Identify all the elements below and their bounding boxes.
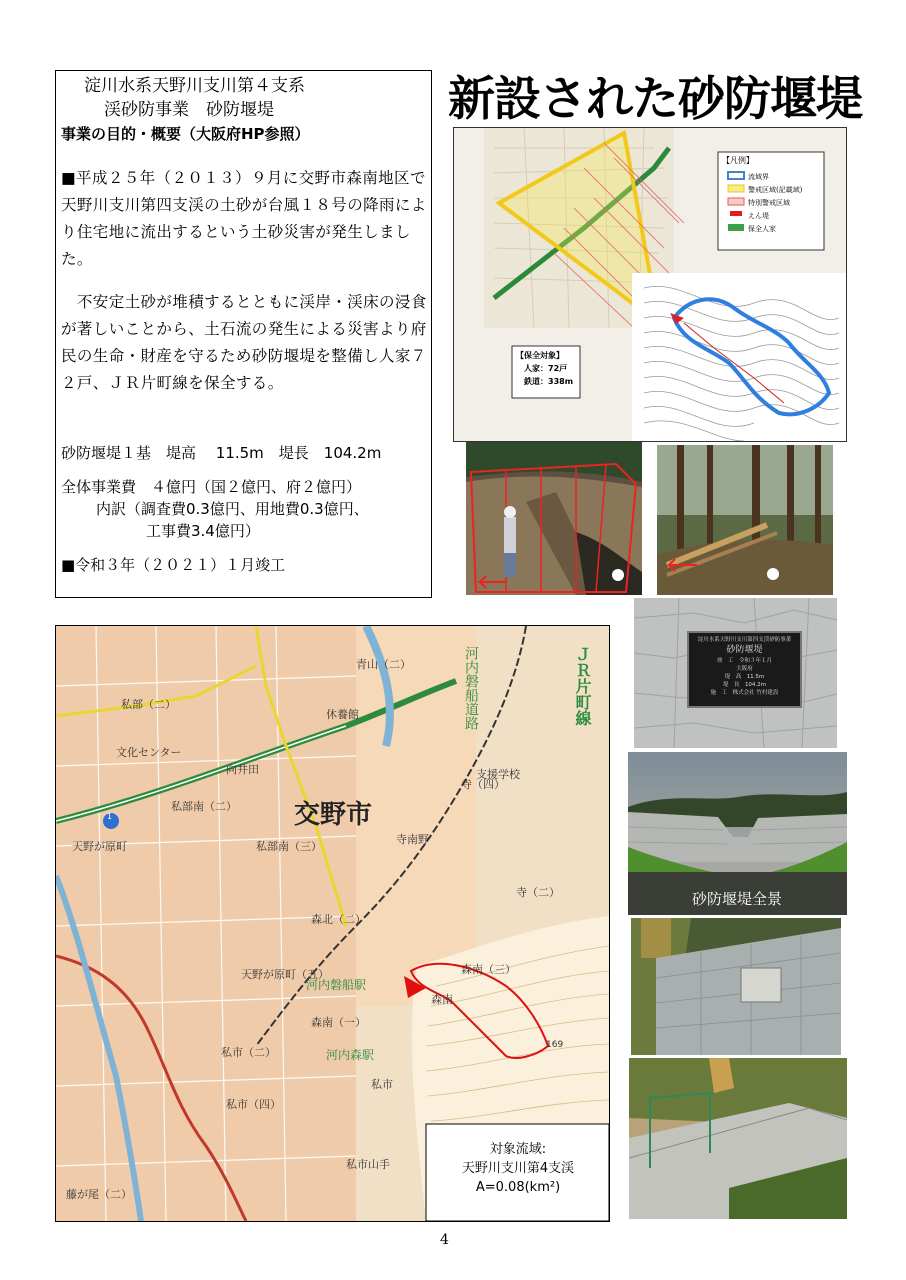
topo-map-label: 藤が尾（二）: [66, 1188, 132, 1201]
photo-dam-nameplate: [634, 598, 837, 748]
nameplate-line: 堤 高 11.5m: [724, 674, 765, 680]
paragraph-purpose: 不安定土砂が堆積するとともに渓岸・渓床の浸食が著しいことから、土石流の発生による災害より府民の生命・財産を守るため砂防堰堤を整備し人家７２戸、ＪＲ片町線を保全する。: [61, 293, 427, 392]
dam-spec: 砂防堰堤１基 堤高 11.5m 堤長 104.2m: [61, 444, 382, 462]
topo-map-label: 私市山手: [346, 1158, 390, 1171]
photo-dam-wall: [631, 918, 841, 1055]
route-number: 1: [107, 812, 113, 821]
topo-map-label: 私市: [371, 1078, 393, 1091]
photo-caption: 砂防堰堤全景: [692, 890, 783, 908]
topo-map-label: 私市（二）: [221, 1046, 276, 1059]
topo-map-label: 天野が原町（五）: [241, 968, 329, 981]
topo-map-label: 青山（二）: [356, 658, 411, 671]
map-city-label: 交野市: [294, 800, 373, 830]
hazard-map: [453, 127, 847, 442]
topo-map-label: 私部（二）: [121, 698, 176, 711]
photo-forest-stream: [657, 445, 833, 595]
topo-map-label: 森南（三）: [461, 963, 516, 976]
topo-map-label: 支援学校: [476, 768, 520, 781]
nameplate-name: 砂防堰堤: [726, 645, 763, 655]
topo-map-label: 私部南（三）: [256, 840, 322, 853]
topographic-map: [55, 625, 610, 1222]
map-caption: [427, 1140, 609, 1197]
paragraph-disaster: ■平成２５年（２０１３）９月に交野市森南地区で天野川支川第四支渓の土砂が台風１８号の降雨により住宅地に流出するという土砂災害が発生しました。: [61, 169, 427, 268]
map-caption-title: 対象流域:: [489, 1142, 547, 1157]
rail-line-label: ＪＲ片町線: [573, 646, 592, 726]
project-title-line1: 淀川水系天野川支川第４支系: [84, 76, 305, 96]
nameplate-line: 堤 長 104.2m: [722, 682, 767, 688]
protected-houses: 人家：72戸: [524, 364, 568, 373]
protected-title: 【保全対象】: [516, 351, 564, 360]
nameplate-line: 大阪府: [736, 666, 753, 672]
nameplate-line: 施 工 株式会社 竹村建設: [710, 690, 779, 696]
topo-map-label: 向井田: [226, 763, 259, 776]
topo-map-label: 森南: [431, 993, 453, 1006]
topo-map-label: 寺（四）: [461, 778, 505, 791]
page-number: 4: [440, 1232, 449, 1248]
topo-map-label: 寺（二）: [516, 886, 560, 899]
topo-map-label: 河内森駅: [326, 1048, 375, 1062]
nameplate-text: [692, 636, 797, 697]
total-cost: 全体事業費 ４億円（国２億円、府２億円）: [61, 478, 362, 496]
photo-landslide-slope: [466, 442, 642, 595]
legend-title: 【凡例】: [722, 156, 754, 165]
photo-dam-panorama: [628, 752, 847, 915]
river-road-label: 河内磐船道路: [463, 646, 479, 730]
photo-dam-top: [629, 1058, 847, 1219]
topo-map-label: 休養館: [326, 708, 359, 721]
nameplate-title: 淀川水系天野川支川第四支渓砂防事業: [697, 637, 792, 643]
legend-item: 保全人家: [748, 225, 776, 233]
project-title-line2: 渓砂防事業 砂防堰堤: [104, 100, 274, 120]
legend-item: 特別警戒区域: [748, 199, 790, 207]
cost-breakdown-1: 内訳（調査費0.3億円、用地費0.3億円、: [96, 500, 369, 518]
legend-item: えん堤: [748, 212, 769, 220]
cost-breakdown-2: 工事費3.4億円）: [146, 522, 260, 540]
completion-date: ■令和３年（２０２１）１月竣工: [61, 556, 286, 574]
map-caption-name: 天野川支川第4支渓: [461, 1161, 575, 1176]
protected-targets: [516, 349, 573, 388]
legend-item: 流域界: [748, 173, 769, 181]
topo-map-label: 寺南野: [396, 833, 429, 846]
legend-list: [748, 171, 802, 236]
topo-map-label: 私市（四）: [226, 1098, 281, 1111]
elevation-label: 169: [546, 1040, 564, 1050]
topo-map-label: 森北（二）: [311, 913, 366, 926]
nameplate-line: 竣 工 令和３年１月: [716, 658, 772, 664]
map-caption-area: A=0.08(km²): [475, 1180, 561, 1195]
project-info-box: [55, 70, 432, 598]
topo-map-label: 河内磐船駅: [306, 978, 367, 992]
project-subtitle: 事業の目的・概要（大阪府HP参照）: [61, 125, 310, 143]
topo-map-label: 天野が原町: [72, 840, 127, 853]
protected-rail: 鉄道：338m: [524, 377, 574, 386]
legend-item: 警戒区域(記載域): [748, 186, 803, 194]
topo-map-label: 私部南（二）: [171, 800, 237, 813]
topo-map-label: 文化センター: [116, 746, 182, 759]
headline: 新設された砂防堰堤: [448, 72, 862, 127]
topo-map-label: 森南（一）: [311, 1016, 366, 1029]
